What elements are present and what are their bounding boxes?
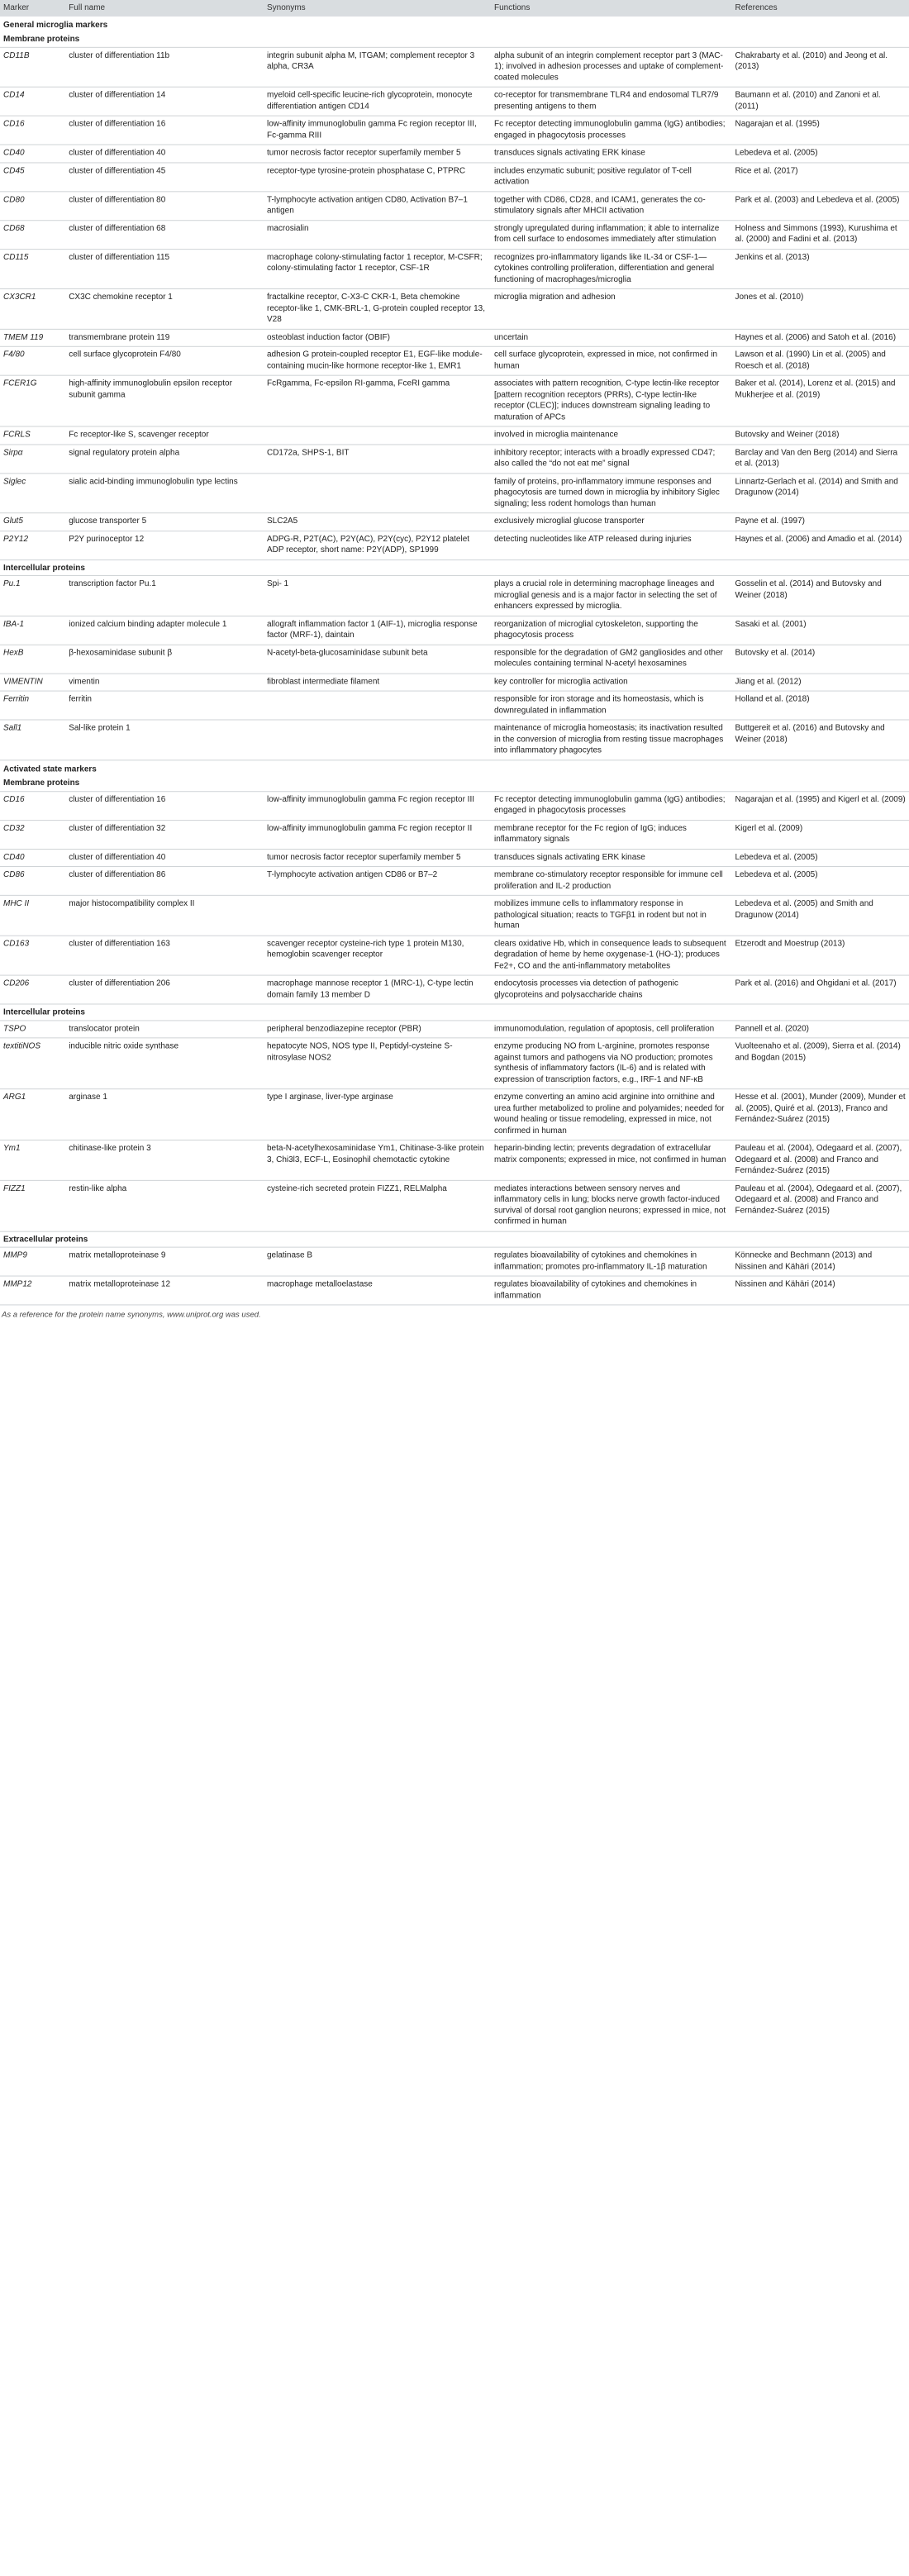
table-row: [0, 720, 909, 759]
table-row: [0, 444, 909, 473]
cell-full-name: transmembrane protein 119: [65, 329, 264, 346]
cell-functions: associates with pattern recognition, C-type lectin-like receptor [pattern recognition receptors (PRRs), C-type lectin-like receptor (CLEC)]; induces downstream signaling leading to maturation of APCs: [491, 375, 732, 426]
cell-references: Park et al. (2016) and Ohgidani et al. (2017): [731, 975, 909, 1004]
cell-marker: textitiNOS: [0, 1038, 65, 1089]
cell-full-name: ferritin: [65, 691, 264, 720]
cell-functions: mobilizes immune cells to inflammatory response in pathological situation; reacts to TGFβ1 in rodent but not in human: [491, 895, 732, 935]
cell-synonyms: peripheral benzodiazepine receptor (PBR): [264, 1020, 491, 1037]
cell-full-name: cluster of differentiation 206: [65, 975, 264, 1004]
cell-synonyms: scavenger receptor cysteine-rich type 1 protein M130, hemoglobin scavenger receptor: [264, 936, 491, 975]
subsection-title: Extracellular proteins: [0, 1231, 909, 1247]
cell-synonyms: [264, 473, 491, 512]
cell-full-name: cell surface glycoprotein F4/80: [65, 346, 264, 375]
cell-full-name: β-hexosaminidase subunit β: [65, 645, 264, 674]
cell-functions: strongly upregulated during inflammation; it able to internalize from cell surface to endosomes immediately after stimulation: [491, 220, 732, 249]
cell-functions: membrane co-stimulatory receptor responsible for immune cell proliferation and IL-2 production: [491, 866, 732, 895]
cell-synonyms: tumor necrosis factor receptor superfamily member 5: [264, 849, 491, 866]
cell-marker: CD45: [0, 162, 65, 191]
cell-synonyms: fractalkine receptor, C-X3-C CKR-1, Beta chemokine receptor-like 1, CMK-BRL-1, G-protein coupled receptor 13, V28: [264, 288, 491, 328]
cell-references: Pannell et al. (2020): [731, 1020, 909, 1037]
cell-full-name: transcription factor Pu.1: [65, 575, 264, 615]
cell-references: Lawson et al. (1990) Lin et al. (2005) and Roesch et al. (2018): [731, 346, 909, 375]
cell-functions: inhibitory receptor; interacts with a broadly expressed CD47; also called the “do not eat me” signal: [491, 444, 732, 473]
cell-references: Barclay and Van den Berg (2014) and Sierra et al. (2013): [731, 444, 909, 473]
cell-marker: Pu.1: [0, 575, 65, 615]
cell-functions: key controller for microglia activation: [491, 674, 732, 691]
table-row: [0, 191, 909, 220]
table-row: [0, 288, 909, 328]
cell-marker: Ferritin: [0, 691, 65, 720]
cell-synonyms: macrophage metalloelastase: [264, 1276, 491, 1305]
cell-functions: includes enzymatic subunit; positive regulator of T-cell activation: [491, 162, 732, 191]
cell-references: Butovsky and Weiner (2018): [731, 426, 909, 444]
cell-synonyms: FcRgamma, Fc-epsilon RI-gamma, FceRI gamma: [264, 375, 491, 426]
cell-marker: ARG1: [0, 1089, 65, 1140]
cell-references: Nissinen and Kähäri (2014): [731, 1276, 909, 1305]
cell-synonyms: Spi- 1: [264, 575, 491, 615]
subsection-title: Membrane proteins: [0, 775, 909, 791]
section-heading: [0, 16, 909, 31]
cell-synonyms: [264, 895, 491, 935]
cell-full-name: cluster of differentiation 16: [65, 116, 264, 145]
table-row: [0, 47, 909, 87]
cell-synonyms: [264, 720, 491, 759]
cell-marker: CD40: [0, 849, 65, 866]
cell-references: Lebedeva et al. (2005): [731, 145, 909, 162]
table-row: [0, 936, 909, 975]
cell-synonyms: macrophage colony-stimulating factor 1 receptor, M-CSFR; colony-stimulating factor 1 receptor, CSF-1R: [264, 249, 491, 288]
cell-full-name: matrix metalloproteinase 9: [65, 1247, 264, 1276]
cell-synonyms: osteoblast induction factor (OBIF): [264, 329, 491, 346]
cell-synonyms: T-lymphocyte activation antigen CD86 or B7–2: [264, 866, 491, 895]
table-row: [0, 162, 909, 191]
table-row: [0, 791, 909, 820]
cell-references: Haynes et al. (2006) and Satoh et al. (2016): [731, 329, 909, 346]
table-row: [0, 1020, 909, 1037]
cell-full-name: P2Y purinoceptor 12: [65, 531, 264, 559]
table-row: [0, 473, 909, 512]
section-title: General microglia markers: [3, 20, 108, 30]
table-row: [0, 249, 909, 288]
cell-functions: uncertain: [491, 329, 732, 346]
cell-references: Baumann et al. (2010) and Zanoni et al. (2011): [731, 87, 909, 116]
table-row: [0, 116, 909, 145]
subsection-title: Intercellular proteins: [0, 1004, 909, 1020]
cell-marker: Glut5: [0, 513, 65, 531]
cell-marker: CD14: [0, 87, 65, 116]
table-row: [0, 1089, 909, 1140]
cell-full-name: Sal-like protein 1: [65, 720, 264, 759]
cell-functions: exclusively microglial glucose transporter: [491, 513, 732, 531]
table-row: [0, 145, 909, 162]
cell-functions: cell surface glycoprotein, expressed in mice, not confirmed in human: [491, 346, 732, 375]
cell-full-name: major histocompatibility complex II: [65, 895, 264, 935]
cell-references: Lebedeva et al. (2005): [731, 866, 909, 895]
cell-synonyms: N-acetyl-beta-glucosaminidase subunit beta: [264, 645, 491, 674]
cell-synonyms: macrophage mannose receptor 1 (MRC-1), C-type lectin domain family 13 member D: [264, 975, 491, 1004]
table-row: [0, 1038, 909, 1089]
header-functions: Functions: [491, 0, 732, 16]
cell-references: Nagarajan et al. (1995) and Kigerl et al. (2009): [731, 791, 909, 820]
table-row: [0, 616, 909, 645]
cell-marker: Siglec: [0, 473, 65, 512]
table-row: [0, 575, 909, 615]
subsection-heading: [0, 31, 909, 47]
cell-references: Kigerl et al. (2009): [731, 820, 909, 849]
table-row: [0, 1276, 909, 1305]
cell-marker: TSPO: [0, 1020, 65, 1037]
cell-full-name: glucose transporter 5: [65, 513, 264, 531]
cell-full-name: vimentin: [65, 674, 264, 691]
cell-full-name: inducible nitric oxide synthase: [65, 1038, 264, 1089]
cell-synonyms: receptor-type tyrosine-protein phosphatase C, PTPRC: [264, 162, 491, 191]
table-row: [0, 1180, 909, 1231]
cell-functions: microglia migration and adhesion: [491, 288, 732, 328]
header-synonyms: Synonyms: [264, 0, 491, 16]
cell-synonyms: cysteine-rich secreted protein FIZZ1, RELMalpha: [264, 1180, 491, 1231]
table-row: [0, 645, 909, 674]
cell-functions: detecting nucleotides like ATP released during injuries: [491, 531, 732, 559]
cell-marker: CD80: [0, 191, 65, 220]
subsection-heading: [0, 1231, 909, 1247]
cell-marker: CD86: [0, 866, 65, 895]
table-row: [0, 820, 909, 849]
cell-functions: Fc receptor detecting immunoglobulin gamma (IgG) antibodies; engaged in phagocytosis processes: [491, 116, 732, 145]
cell-synonyms: [264, 426, 491, 444]
table-row: [0, 513, 909, 531]
header-full-name: Full name: [65, 0, 264, 16]
cell-full-name: chitinase-like protein 3: [65, 1140, 264, 1180]
cell-references: Payne et al. (1997): [731, 513, 909, 531]
cell-full-name: translocator protein: [65, 1020, 264, 1037]
cell-marker: CD11B: [0, 47, 65, 87]
cell-references: Pauleau et al. (2004), Odegaard et al. (2007), Odegaard et al. (2008) and Franco and Fernández-Suárez (2015): [731, 1180, 909, 1231]
cell-functions: family of proteins, pro-inflammatory immune responses and phagocytosis are turned down in microglia by inhibitory Siglec signaling; less rodent homologs than human: [491, 473, 732, 512]
cell-full-name: cluster of differentiation 32: [65, 820, 264, 849]
cell-functions: enzyme converting an amino acid arginine into ornithine and urea further metabolized to proline and polyamides; needed for wound healing or tissue remodeling, expressed in mice, not confirmed in human: [491, 1089, 732, 1140]
cell-functions: responsible for the degradation of GM2 gangliosides and other molecules containing terminal N-acetyl hexosamines: [491, 645, 732, 674]
cell-marker: CX3CR1: [0, 288, 65, 328]
cell-synonyms: SLC2A5: [264, 513, 491, 531]
cell-full-name: cluster of differentiation 68: [65, 220, 264, 249]
table-row: [0, 1140, 909, 1180]
cell-references: Park et al. (2003) and Lebedeva et al. (2005): [731, 191, 909, 220]
cell-references: Könnecke and Bechmann (2013) and Nissinen and Kähäri (2014): [731, 1247, 909, 1276]
cell-marker: F4/80: [0, 346, 65, 375]
cell-references: Holness and Simmons (1993), Kurushima et al. (2000) and Fadini et al. (2013): [731, 220, 909, 249]
cell-references: Holland et al. (2018): [731, 691, 909, 720]
cell-full-name: high-affinity immunoglobulin epsilon receptor subunit gamma: [65, 375, 264, 426]
cell-synonyms: myeloid cell-specific leucine-rich glycoprotein, monocyte differentiation antigen CD14: [264, 87, 491, 116]
cell-references: Haynes et al. (2006) and Amadio et al. (2014): [731, 531, 909, 559]
cell-marker: FIZZ1: [0, 1180, 65, 1231]
cell-functions: endocytosis processes via detection of pathogenic glycoproteins and polysaccharide chains: [491, 975, 732, 1004]
cell-marker: MMP9: [0, 1247, 65, 1276]
cell-marker: CD68: [0, 220, 65, 249]
cell-synonyms: tumor necrosis factor receptor superfamily member 5: [264, 145, 491, 162]
cell-marker: FCRLS: [0, 426, 65, 444]
table-row: [0, 895, 909, 935]
cell-functions: involved in microglia maintenance: [491, 426, 732, 444]
cell-functions: clears oxidative Hb, which in consequence leads to subsequent degradation of heme by heme oxygenase-1 (HO-1); produces Fe2+, CO and the anti-inflammatory metabolites: [491, 936, 732, 975]
cell-synonyms: adhesion G protein-coupled receptor E1, EGF-like module-containing mucin-like hormone receptor-like 1, EMR1: [264, 346, 491, 375]
cell-full-name: restin-like alpha: [65, 1180, 264, 1231]
cell-references: Rice et al. (2017): [731, 162, 909, 191]
subsection-title: Intercellular proteins: [0, 559, 909, 575]
cell-functions: enzyme producing NO from L-arginine, promotes response against tumors and pathogens via NO production; promotes synthesis of inflammatory factors (IL-6) and is related with expression of transcription factors, e.g., IRF-1 and NF-κB: [491, 1038, 732, 1089]
table-row: [0, 346, 909, 375]
section-heading: [0, 759, 909, 775]
cell-functions: responsible for iron storage and its homeostasis, which is downregulated in inflammation: [491, 691, 732, 720]
cell-references: Buttgereit et al. (2016) and Butovsky and Weiner (2018): [731, 720, 909, 759]
cell-marker: Sall1: [0, 720, 65, 759]
cell-functions: reorganization of microglial cytoskeleton, supporting the phagocytosis process: [491, 616, 732, 645]
cell-synonyms: type I arginase, liver-type arginase: [264, 1089, 491, 1140]
cell-synonyms: allograft inflammation factor 1 (AIF-1), microglia response factor (MRF-1), daintain: [264, 616, 491, 645]
cell-functions: maintenance of microglia homeostasis; its inactivation resulted in the conversion of microglia from resting tissue macrophages into inflammatory phagocytes: [491, 720, 732, 759]
cell-synonyms: [264, 691, 491, 720]
cell-full-name: sialic acid-binding immunoglobulin type lectins: [65, 473, 264, 512]
cell-references: Hesse et al. (2001), Munder (2009), Munder et al. (2005), Quiré et al. (2013), Franco and Fernández-Suárez (2015): [731, 1089, 909, 1140]
cell-functions: regulates bioavailability of cytokines and chemokines in inflammation; promotes pro-inflammatory IL-1β maturation: [491, 1247, 732, 1276]
cell-marker: HexB: [0, 645, 65, 674]
cell-full-name: arginase 1: [65, 1089, 264, 1140]
cell-full-name: cluster of differentiation 163: [65, 936, 264, 975]
cell-marker: P2Y12: [0, 531, 65, 559]
table-row: [0, 531, 909, 559]
cell-marker: FCER1G: [0, 375, 65, 426]
cell-synonyms: macrosialin: [264, 220, 491, 249]
cell-synonyms: CD172a, SHPS-1, BIT: [264, 444, 491, 473]
header-marker: Marker: [0, 0, 65, 16]
cell-marker: Ym1: [0, 1140, 65, 1180]
cell-marker: CD163: [0, 936, 65, 975]
cell-references: Jiang et al. (2012): [731, 674, 909, 691]
table-body: [0, 16, 909, 1304]
cell-references: Linnartz-Gerlach et al. (2014) and Smith and Dragunow (2014): [731, 473, 909, 512]
cell-references: Lebedeva et al. (2005): [731, 849, 909, 866]
cell-full-name: matrix metalloproteinase 12: [65, 1276, 264, 1305]
cell-marker: IBA-1: [0, 616, 65, 645]
cell-references: Jones et al. (2010): [731, 288, 909, 328]
cell-references: Chakrabarty et al. (2010) and Jeong et al. (2013): [731, 47, 909, 87]
cell-marker: MHC II: [0, 895, 65, 935]
cell-references: Jenkins et al. (2013): [731, 249, 909, 288]
cell-functions: heparin-binding lectin; prevents degradation of extracellular matrix components; expressed in mice, not confirmed in human: [491, 1140, 732, 1180]
cell-full-name: cluster of differentiation 115: [65, 249, 264, 288]
cell-functions: alpha subunit of an integrin complement receptor part 3 (MAC-1); involved in adhesion processes and uptake of complement-coated molecules: [491, 47, 732, 87]
table-row: [0, 866, 909, 895]
table-row: [0, 375, 909, 426]
cell-functions: immunomodulation, regulation of apoptosis, cell proliferation: [491, 1020, 732, 1037]
table-row: [0, 674, 909, 691]
cell-functions: Fc receptor detecting immunoglobulin gamma (IgG) antibodies; engaged in phagocytosis processes: [491, 791, 732, 820]
cell-marker: CD206: [0, 975, 65, 1004]
cell-marker: MMP12: [0, 1276, 65, 1305]
cell-synonyms: beta-N-acetylhexosaminidase Ym1, Chitinase-3-like protein 3, Chi3l3, ECF-L, Eosinophil chemotactic cytokine: [264, 1140, 491, 1180]
table-row: [0, 329, 909, 346]
cell-full-name: signal regulatory protein alpha: [65, 444, 264, 473]
table-row: [0, 87, 909, 116]
cell-references: Nagarajan et al. (1995): [731, 116, 909, 145]
cell-functions: regulates bioavailability of cytokines and chemokines in inflammation: [491, 1276, 732, 1305]
cell-references: Butovsky et al. (2014): [731, 645, 909, 674]
table-row: [0, 691, 909, 720]
cell-references: Sasaki et al. (2001): [731, 616, 909, 645]
cell-synonyms: gelatinase B: [264, 1247, 491, 1276]
cell-references: Pauleau et al. (2004), Odegaard et al. (2007), Odegaard et al. (2008) and Franco and Fernández-Suárez (2015): [731, 1140, 909, 1180]
cell-marker: CD40: [0, 145, 65, 162]
cell-full-name: cluster of differentiation 80: [65, 191, 264, 220]
cell-full-name: cluster of differentiation 45: [65, 162, 264, 191]
cell-marker: Sirpα: [0, 444, 65, 473]
table-row: [0, 975, 909, 1004]
cell-functions: plays a crucial role in determining macrophage lineages and microglial genesis and is a major factor in selecting the set of enhancers expressed by microglia.: [491, 575, 732, 615]
cell-references: Lebedeva et al. (2005) and Smith and Dragunow (2014): [731, 895, 909, 935]
cell-synonyms: low-affinity immunoglobulin gamma Fc region receptor III, Fc-gamma RIII: [264, 116, 491, 145]
cell-full-name: CX3C chemokine receptor 1: [65, 288, 264, 328]
cell-synonyms: ADPG-R, P2T(AC), P2Y(AC), P2Y(cyc), P2Y12 platelet ADP receptor, short name: P2Y(ADP), SP1999: [264, 531, 491, 559]
cell-references: Vuolteenaho et al. (2009), Sierra et al. (2014) and Bogdan (2015): [731, 1038, 909, 1089]
cell-full-name: cluster of differentiation 86: [65, 866, 264, 895]
cell-synonyms: hepatocyte NOS, NOS type II, Peptidyl-cysteine S-nitrosylase NOS2: [264, 1038, 491, 1089]
subsection-heading: [0, 559, 909, 575]
table-row: [0, 849, 909, 866]
cell-marker: TMEM 119: [0, 329, 65, 346]
cell-marker: VIMENTIN: [0, 674, 65, 691]
cell-synonyms: integrin subunit alpha M, ITGAM; complement receptor 3 alpha, CR3A: [264, 47, 491, 87]
cell-references: Etzerodt and Moestrup (2013): [731, 936, 909, 975]
subsection-heading: [0, 775, 909, 791]
cell-references: Baker et al. (2014), Lorenz et al. (2015) and Mukherjee et al. (2019): [731, 375, 909, 426]
header-references: References: [731, 0, 909, 16]
cell-functions: co-receptor for transmembrane TLR4 and endosomal TLR7/9 presenting antigens to them: [491, 87, 732, 116]
cell-synonyms: low-affinity immunoglobulin gamma Fc region receptor III: [264, 791, 491, 820]
cell-full-name: cluster of differentiation 11b: [65, 47, 264, 87]
cell-full-name: cluster of differentiation 14: [65, 87, 264, 116]
cell-synonyms: T-lymphocyte activation antigen CD80, Activation B7–1 antigen: [264, 191, 491, 220]
table-row: [0, 1247, 909, 1276]
cell-synonyms: fibroblast intermediate filament: [264, 674, 491, 691]
table-footnote: As a reference for the protein name synonyms, www.uniprot.org was used.: [2, 1310, 261, 1320]
table-header-row: [0, 0, 909, 16]
cell-functions: mediates interactions between sensory nerves and inflammatory cells in lung; blocks nerve growth factor-induced survival of dorsal root ganglion neurons; expressed in mice, not confirmed in human: [491, 1180, 732, 1231]
cell-functions: transduces signals activating ERK kinase: [491, 145, 732, 162]
cell-full-name: cluster of differentiation 40: [65, 145, 264, 162]
table-row: [0, 220, 909, 249]
section-title: Activated state markers: [3, 764, 97, 774]
cell-full-name: ionized calcium binding adapter molecule 1: [65, 616, 264, 645]
cell-marker: CD115: [0, 249, 65, 288]
table-row: [0, 426, 909, 444]
cell-marker: CD16: [0, 116, 65, 145]
cell-full-name: cluster of differentiation 40: [65, 849, 264, 866]
cell-full-name: cluster of differentiation 16: [65, 791, 264, 820]
cell-full-name: Fc receptor-like S, scavenger receptor: [65, 426, 264, 444]
cell-functions: together with CD86, CD28, and ICAM1, generates the co-stimulatory signals after MHCII activation: [491, 191, 732, 220]
cell-synonyms: low-affinity immunoglobulin gamma Fc region receptor II: [264, 820, 491, 849]
cell-marker: CD16: [0, 791, 65, 820]
cell-functions: membrane receptor for the Fc region of IgG; induces inflammatory signals: [491, 820, 732, 849]
cell-functions: recognizes pro-inflammatory ligands like IL-34 or CSF-1—cytokines controlling proliferation, differentiation and general functioning of macrophages/microglia: [491, 249, 732, 288]
subsection-heading: [0, 1004, 909, 1020]
cell-functions: transduces signals activating ERK kinase: [491, 849, 732, 866]
subsection-title: Membrane proteins: [0, 31, 909, 47]
cell-references: Gosselin et al. (2014) and Butovsky and Weiner (2018): [731, 575, 909, 615]
cell-marker: CD32: [0, 820, 65, 849]
